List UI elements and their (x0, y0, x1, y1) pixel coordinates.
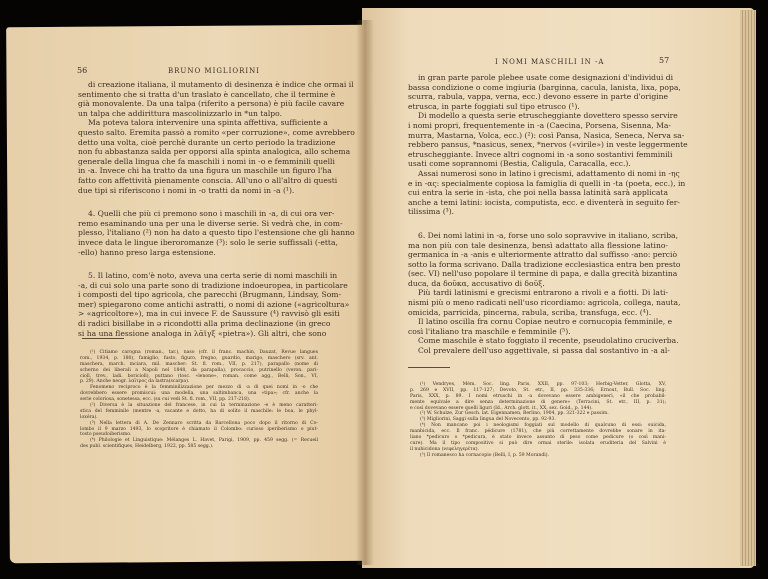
text-line: (sec. VI) nell'uso popolare il termine di papa, e dalla grecità bizantina (408, 269, 678, 279)
text-line: cui entra la serie in -ista, che poi nella bassa latinità sarà applicata (408, 188, 668, 198)
text-line: questo salto. Eremita passò a romito «per corruzione», come avrebbero (78, 127, 355, 137)
paragraph (408, 111, 688, 169)
paragraph (408, 317, 673, 336)
right-running-head: I NOMI MASCHILI IN -A (495, 58, 605, 66)
footnote-line: manbicida, ecc. Il franc. pédicure (1781), che più correttamente dovrebbe sonare in ita- (410, 429, 666, 435)
text-line: anche a temi latini: iocista, computista, ecc. e diventerà in seguito fer- (408, 197, 680, 207)
footnote-line: (¹) Citiamo carogna (roman., tar.), naso (cfr. il franc. machin, Dauzat, Revue langues (90, 350, 318, 355)
text-line: Assai numerosi sono in latino i grecismi, adattamento di nomi in -ης (418, 168, 680, 178)
text-line: Più tardi latinismi e grecismi entrarono a rivoli e a fiotti. Di lati- (418, 288, 668, 298)
paragraph (78, 271, 350, 338)
text-line: di creazione italiana, il mutamento di desinenza è indice che ormai il (88, 80, 354, 89)
text-line: etruscheggiante. Invece altri cognomi in -a sono sostantivi femminili (408, 149, 673, 159)
paragraph (408, 230, 681, 289)
text-line: già monovalente. Da una talpa (riferito a persona) è più facile cavare (78, 99, 345, 109)
text-line: Di modello a questa serie etruscheggiante dovettero spesso servire (418, 111, 678, 121)
text-line: bassa condizione o come ingiuria (barginna, cacula, lanista, lixa, popa, (408, 82, 681, 92)
left-page-number: 56 (77, 66, 88, 75)
text-line: in gran parte parole plebee usate come designazioni d'individui di (418, 73, 674, 82)
text-line: i composti del tipo agricola, che parecchi (Brugmann, Lindsay, Som- (78, 290, 342, 300)
text-line: plesso, l'italiano (²) non ha dato a questo tipo l'estensione che gli hanno (78, 228, 355, 238)
text-line: omicida, parricida, pincerna, rabula, scriba, transfuga, ecc. (⁴). (408, 307, 652, 317)
text-line: fatto con affettività pienamente conscia. All'uno o all'altro di questi (78, 175, 338, 185)
text-line: 6. Dei nomi latini in -a, forse uno solo sopravvive in italiano, scriba, (418, 230, 679, 240)
footnote-line: cioll, trev., ladi. boricioll), puttano (tosc. «lenone», roman. come agg., Belli, Son., VI, (80, 373, 318, 379)
text-line: etrusca, in parte foggiati sul tipo etrusco (¹). (408, 101, 580, 111)
footnote-line: serie coloriosa, sonetessa, ecc. (su cui vedi St. fl. rom., VII, pp. 217-218). (80, 397, 251, 403)
text-line: generale della lingua che fa maschili i nomi in -o e femminili quelli (78, 156, 335, 166)
text-line: duca, da δοῦκα, accusativo di δοῦξ. (408, 278, 545, 288)
text-line: di radici bisillabe in ə ricondotti alla prima declinazione (in greco (78, 319, 331, 329)
text-line: si ha una flessione analoga in λᾶϊγξ «pietra»). Gli altri, che sono (78, 328, 327, 338)
footnote-line: (¹) Vendryes, Mém. Soc. ling. Paris, XXII, pp. 97-103; Herbig-Vetter, Glotta, XV, (420, 382, 666, 387)
footnote-line: p. 269 e XVII, pp. 117-127; Devoto, St. etr., II, pp. 335-336; Ernout, Bull. Soc. ling. (410, 387, 666, 393)
text-line: ma non più con tale desinenza, bensì adattato alla flessione latino- (408, 240, 668, 250)
text-line: Il latino oscilla fra cornu Copiae neutro e cornucopia femminile, e (418, 317, 673, 327)
footnote-rule (82, 338, 124, 339)
text-line: scurra, rabula, vappa, verna, ecc.) devono essere in parte d'origine (408, 92, 668, 102)
footnote-line: il nubicidona (νεφεληγερέτα). (410, 446, 479, 452)
text-line: invece data le lingue iberoromanze (³): solo le serie suffissali (-etta, (78, 237, 338, 247)
paragraph (408, 168, 686, 217)
text-line: Ma poteva talora intervenire una spinta affettiva, sufficiente a (88, 118, 328, 128)
footnote-line: scherno dei liberali a Napoli nel 1848, da parapalla), procaccio, putrinello (veron. pari- (80, 367, 318, 373)
text-line: > «agricoltore»), ma in cui invece F. de Saussure (⁴) ravvisò gli esiti (78, 309, 340, 319)
footnote-line: cure). Ma il tipo compositivo si può dire ormai sterile: isolata eruditeria del Salvini è (410, 440, 666, 446)
footnote-line: tosto pseudoiberismo. (80, 432, 132, 438)
footnote-line: e così dovevano essere quelli liguri (Id., Arch. glott. it., XX, sez. Goid., p. 144). (410, 405, 593, 411)
footnote-line: Fenomeno reciproco è la femminilizzazione per mezzo di -a di quei nomi in -o che (90, 385, 318, 391)
footnote-line: Paris, XXX, p. 89. I nomi etruschi in -a dovevano essere ambigeneri, «il che probabil- (410, 393, 666, 399)
text-line: Col prevalere dell'uso aggettivale, si passa dal sostantivo in -a al- (418, 346, 670, 356)
text-line: un talpa che addirittura mascolinizzarlo in *un talpo. (78, 108, 283, 118)
footnote-line: maschera, march. mciara, mil. mascher: St. fl. rom., VII, p. 217), parapallo (nome di (80, 361, 318, 367)
text-line: germanica in -a -anis e ulteriormente attratto dal suffisso -ano: perciò (408, 250, 678, 260)
footnote-line: p. 29). Anche neogr. λαῖτρος da lastra(scarpa). (80, 379, 190, 385)
footnote-line: liano *pedicuro o *pedicura, è stato invece assunto di peso come pedicure (o così mani- (410, 435, 666, 441)
right-body-text (408, 73, 688, 356)
page-edges (740, 10, 756, 566)
text-line: 4. Quelli che più ci premono sono i maschili in -a, di cui ora ver- (88, 209, 335, 219)
footnote-rule (408, 367, 450, 368)
footnote-line: (²) Diversa è la situazione del francese, in cui la terminazione -e è meno caratteri- (90, 403, 318, 409)
text-line: così l'italiano tra maschile e femminile (⁵). (408, 326, 571, 336)
text-line: detto una volta, cioè perchè durante un certo periodo la tradizione (78, 137, 336, 147)
footnote-line: loxéra). (80, 414, 98, 420)
footnote-line: (³) Migliorini, Saggi sulla lingua del Novecento, pp. 92-93. (420, 417, 556, 423)
paragraph (408, 346, 668, 356)
text-line: in -a. Invece chi ha tratto da una figura un maschile un figuro l'ha (78, 166, 332, 176)
text-line: Come maschile è stato foggiato il recente, pseudolatino cruciverba. (418, 336, 679, 346)
text-line: tilissima (³). (408, 207, 455, 217)
text-line: mer) spiegarono come antichi astratti, o nomi di azione («agricoltura» (78, 299, 350, 309)
book-gutter (356, 20, 374, 565)
text-line: 5. Il latino, com'è noto, aveva una certa serie di nomi maschili in (88, 271, 338, 281)
footnote-line: rom., 1934, p. 180), famiglio, fusto, figuro, fregno, guardio, marigo, maschero (srv. ant. (80, 355, 318, 361)
text-line: due tipi si riferiscono i nomi in -o tratti da nomi in -a (¹). (78, 185, 295, 195)
text-line: rebbero pansus, *nasicus, senex, *nervos («virile») in veste leggermente (408, 140, 688, 150)
paragraph (78, 118, 355, 195)
footnote-line: (⁵) Il romanesco ha cornacopio (Belli, I, p. 59 Morandi). (420, 452, 550, 458)
left-body-text (78, 80, 355, 338)
footnote-line: (³) Nella lettera di A. De Zennaro scritta da Barcellona poco dopo il ritorno di Co- (90, 420, 318, 426)
text-line: nismi più o meno radicati nell'uso ricordiamo: agricola, collega, nauta, (408, 298, 681, 308)
right-page-number: 57 (659, 56, 670, 65)
text-line: -a, di cui solo una parte sono di tradizione indoeuropea, in particolare (78, 280, 348, 290)
text-line: i nomi propri, frequentemente in -a (Caecina, Porsena, Sisenna, Ma- (408, 120, 671, 130)
footnote-line: lombo il 9 marzo 1493, lo scopritore è chiamato il Colombo: curioso iperiberismo o piut- (80, 426, 318, 432)
text-line: sotto la forma scrivano. Dalla tradizione ecclesiastica entra ben presto (408, 259, 681, 269)
left-footnotes (80, 350, 318, 450)
text-line: non fu abbastanza salda per opporsi alla spinta analogica, allo schema (78, 147, 351, 157)
paragraph (408, 288, 681, 317)
footnote-line: des publ. scientifiques, Heidelberg, 1922, pp. 585 segg.). (80, 444, 214, 450)
footnote-line: dovrebbero essere promiscui: una modella, una saltimbanca, una «tipa»; cfr. anche la (80, 391, 318, 397)
text-line: -ello) hanno preso larga estensione. (78, 247, 216, 257)
footnote-line: (⁴) Philologie et Linguistique: Mélanges L. Havet, Parigi, 1909, pp. 459 segg. (= Recueil (90, 438, 318, 444)
text-line: sentimento che si tratta d'un traslato è cancellato, che il termine è (78, 89, 336, 99)
paragraph (408, 73, 681, 111)
footnote-line: mente equivale a dire senza determinazione di genere» (Terracini, St. etr., III, p. 31); (410, 399, 666, 405)
text-line: usati come soprannomi (Bestia, Caligula, Caracalla, ecc.). (408, 159, 631, 169)
text-line: e in -ας: specialmente copiosa la famiglia di quelli in -ta (poeta, ecc.), in (408, 178, 686, 188)
footnote-line: (²) W. Schulze, Zur Gesch. lat. Eigennamen, Berlino, 1904, pp. 321-322 e passim. (420, 411, 609, 417)
right-footnotes (410, 382, 666, 459)
footnote-line: stica del femminile (mentre -a, vacante e dotto, ha di solito il maschile: le boa, le phyl- (80, 408, 318, 414)
paragraph (78, 209, 355, 257)
paragraph (78, 80, 354, 118)
text-line: murra, Mastarna, Volca, ecc.) (²): così Pansa, Nasica, Seneca, Nerva sa- (408, 130, 685, 140)
paragraph (408, 336, 679, 346)
footnote-line: (⁴) Non mancano poi i neologismi foggiati sul modello di qualcuno di essi: suicida, (420, 423, 666, 429)
text-line: remo esaminando una per una le diverse serie. Si vedrà che, in com- (78, 218, 343, 228)
left-running-head: BRUNO MIGLIORINI (168, 67, 261, 75)
